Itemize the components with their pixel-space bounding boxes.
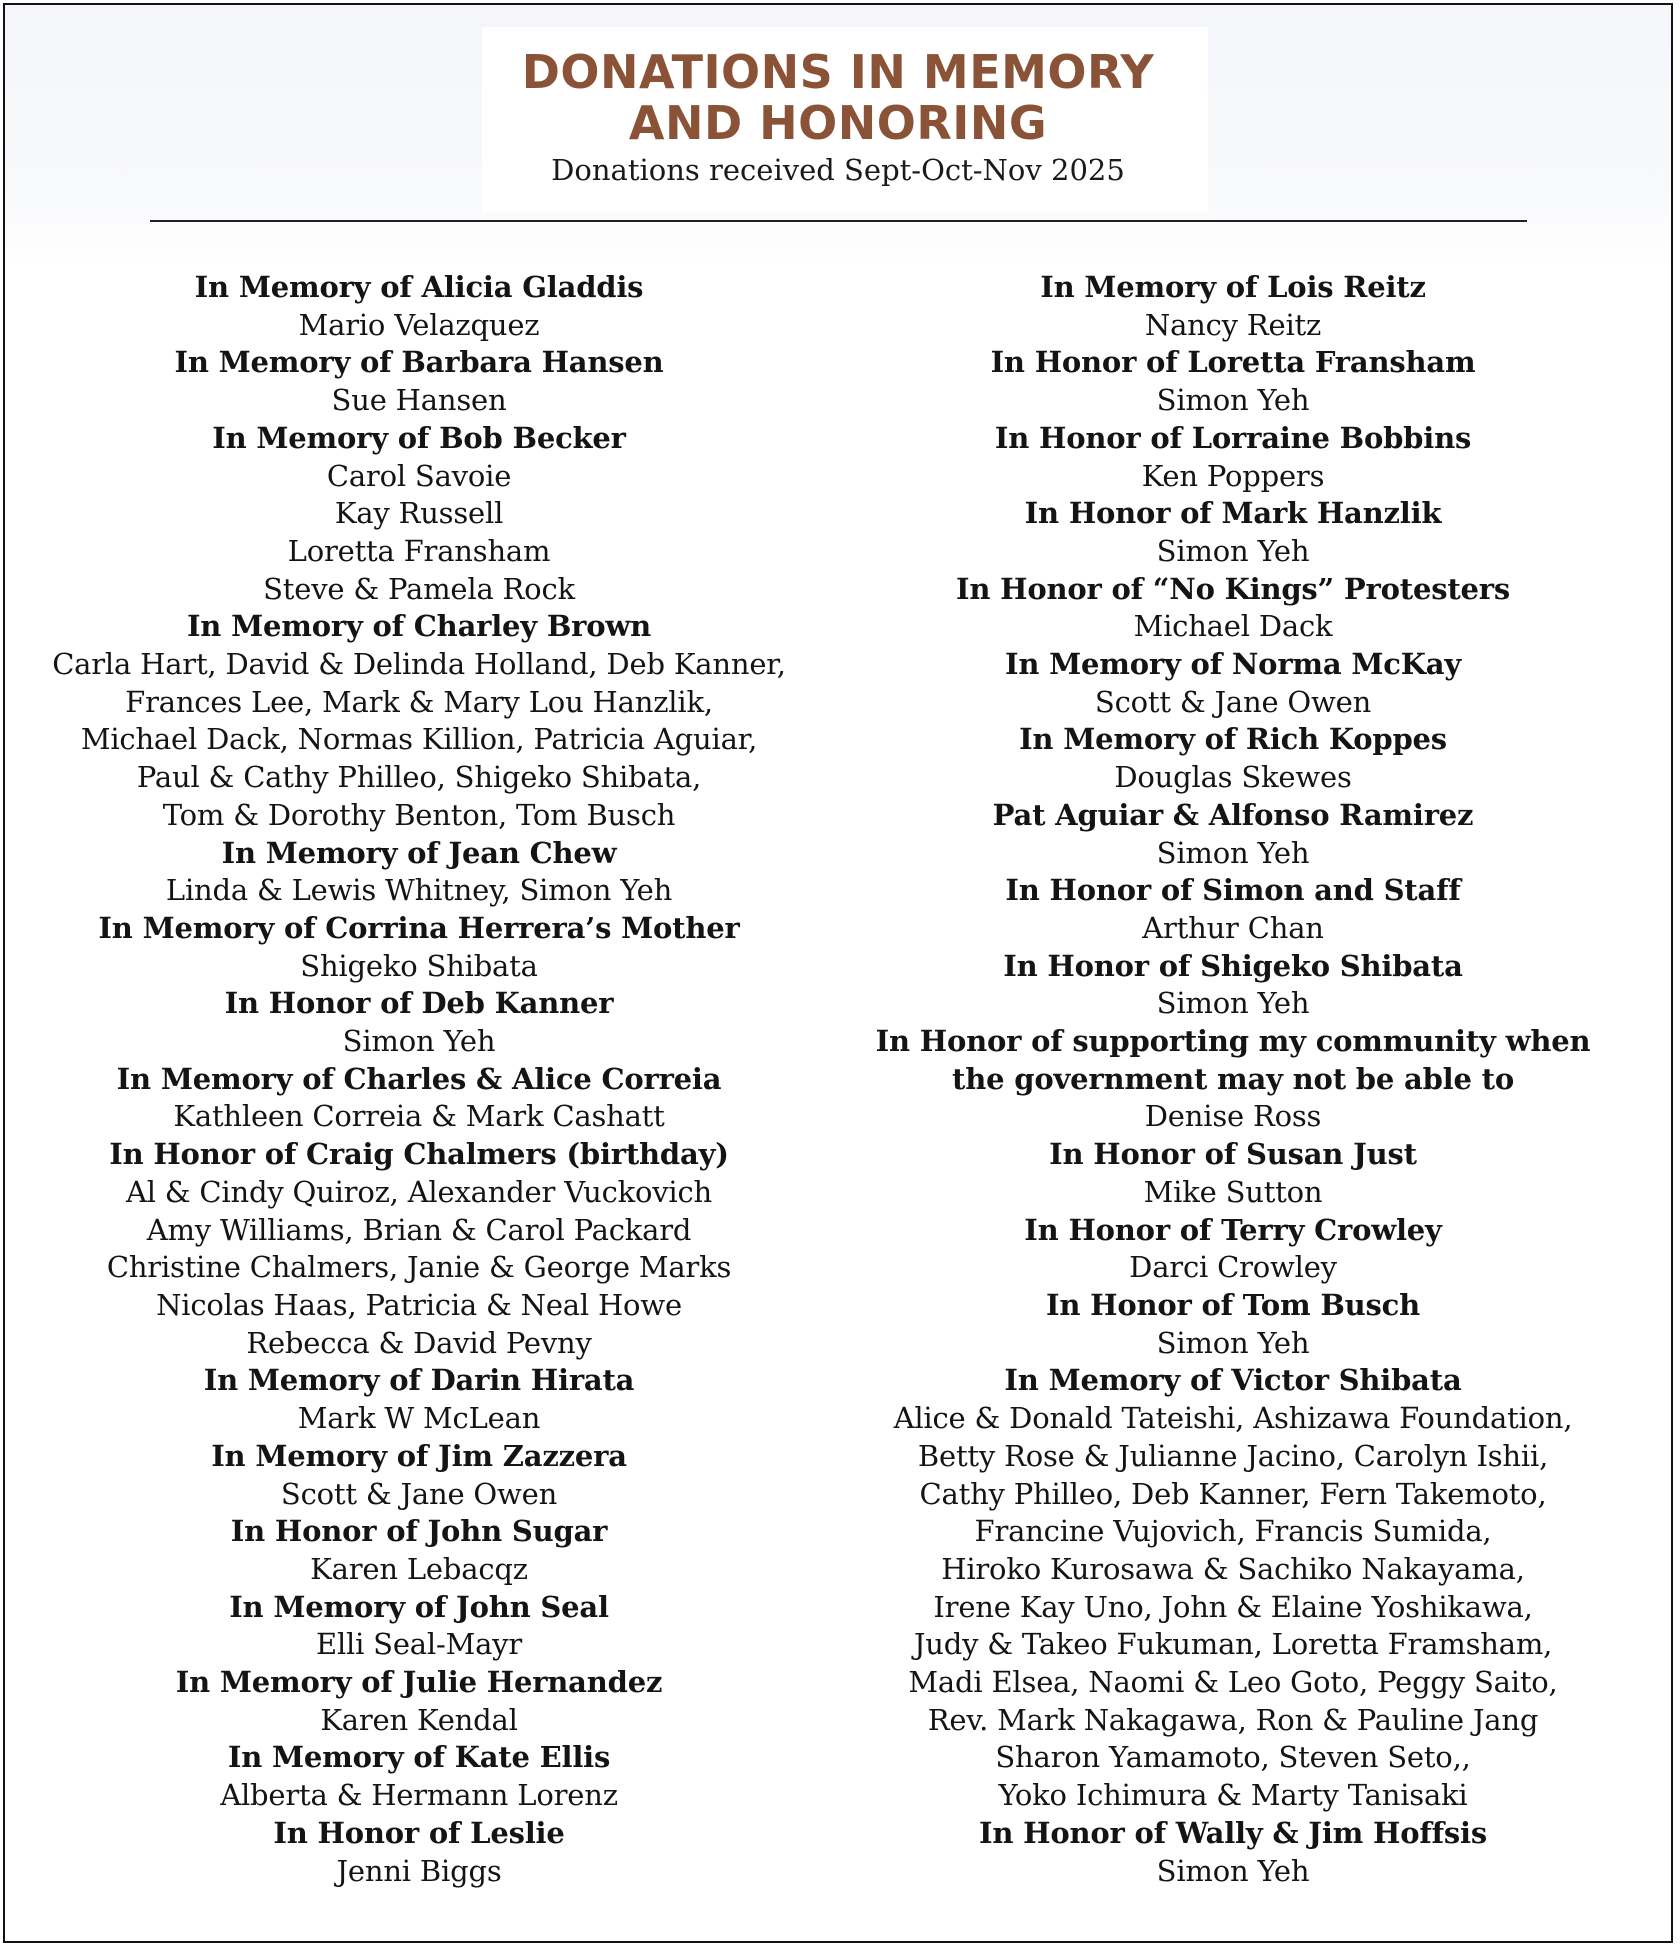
tribute-heading: In Honor of Susan Just (1049, 1137, 1417, 1172)
tribute-entry (837, 420, 1629, 495)
donor-line: Denise Ross (1144, 1099, 1322, 1134)
tribute-entry (45, 1362, 793, 1437)
tribute-heading: In Memory of Barbara Hansen (174, 345, 664, 380)
tribute-entry (837, 1287, 1629, 1362)
donor-line: Alice & Donald Tateishi, Ashizawa Foundation, (893, 1401, 1573, 1436)
donor-line: Michael Dack, Normas Killion, Patricia Aguiar, (80, 722, 758, 757)
tribute-entry (45, 985, 793, 1060)
tribute-heading: In Memory of Bob Becker (212, 420, 626, 455)
tribute-entry (45, 1061, 793, 1136)
donor-line: Karen Lebacqz (310, 1551, 528, 1586)
donor-line: Arthur Chan (1142, 910, 1324, 945)
donations-page (3, 3, 1673, 1943)
tribute-heading: In Memory of Julie Hernandez (175, 1665, 663, 1700)
donor-line: Sue Hansen (331, 383, 507, 418)
donor-line: Michael Dack (1133, 609, 1333, 644)
donor-line: Alberta & Hermann Lorenz (220, 1778, 618, 1813)
donor-line: Scott & Jane Owen (280, 1476, 558, 1511)
divider-rule (150, 220, 1527, 222)
tribute-entry (837, 872, 1629, 947)
tribute-entry (837, 1023, 1629, 1136)
donor-line: Karen Kendal (320, 1702, 518, 1737)
donor-line: Scott & Jane Owen (1094, 684, 1372, 719)
donor-line: Darci Crowley (1129, 1250, 1337, 1285)
tribute-heading: In Memory of Rich Koppes (1019, 722, 1447, 757)
donor-line: Kay Russell (334, 496, 504, 531)
tribute-entry (45, 269, 793, 344)
tribute-entry (837, 1362, 1629, 1814)
tribute-heading: In Honor of Mark Hanzlik (1024, 496, 1442, 531)
tribute-heading: In Memory of Charley Brown (186, 609, 652, 644)
donor-line: Hiroko Kurosawa & Sachiko Nakayama, (941, 1551, 1525, 1586)
tribute-entry (837, 571, 1629, 646)
tribute-heading: In Honor of John Sugar (230, 1514, 608, 1549)
tribute-entry (45, 1438, 793, 1513)
tribute-entry (45, 1513, 793, 1588)
tribute-entry (837, 344, 1629, 419)
tribute-entry (45, 1664, 793, 1739)
tribute-heading: In Memory of Kate Ellis (227, 1740, 611, 1775)
donor-line: Cathy Philleo, Deb Kanner, Fern Takemoto, (919, 1476, 1547, 1511)
tribute-heading: In Honor of “No Kings” Protesters (956, 571, 1510, 606)
donor-line: Amy Williams, Brian & Carol Packard (146, 1212, 692, 1247)
donor-line: Steve & Pamela Rock (263, 571, 575, 606)
donor-line: Simon Yeh (1156, 383, 1310, 418)
right-column (837, 269, 1629, 1890)
tribute-entry (45, 1136, 793, 1362)
tribute-entry (837, 797, 1629, 872)
donor-line: Simon Yeh (1156, 1325, 1310, 1360)
tribute-heading: In Honor of Leslie (273, 1815, 565, 1850)
tribute-entry (45, 344, 793, 419)
tribute-entry (837, 721, 1629, 796)
tribute-heading: In Memory of Jim Zazzera (211, 1438, 627, 1473)
donor-line: Carol Savoie (326, 458, 512, 493)
tribute-heading: In Honor of Lorraine Bobbins (994, 420, 1472, 455)
donor-line: Yoko Ichimura & Marty Tanisaki (998, 1778, 1468, 1813)
donor-line: Judy & Takeo Fukuman, Loretta Framsham, (913, 1627, 1553, 1662)
donor-line: Simon Yeh (342, 1024, 496, 1059)
title-line-1: DONATIONS IN MEMORY (521, 45, 1155, 99)
donor-line: Paul & Cathy Philleo, Shigeko Shibata, (136, 760, 702, 795)
tribute-heading: In Memory of Lois Reitz (1040, 270, 1426, 304)
tribute-heading: the government may not be able to (952, 1061, 1514, 1096)
title-line-2: AND HONORING (628, 96, 1048, 150)
donor-line: Betty Rose & Julianne Jacino, Carolyn Ishii, (917, 1438, 1549, 1473)
tribute-entry (837, 495, 1629, 570)
tribute-heading: Pat Aguiar & Alfonso Ramirez (992, 797, 1474, 832)
tribute-entry (45, 835, 793, 910)
page-subtitle: Donations received Sept-Oct-Nov 2025 (551, 153, 1125, 187)
tribute-entry (45, 1589, 793, 1664)
donor-line: Mike Sutton (1143, 1174, 1323, 1209)
donor-line: Sharon Yamamoto, Steven Seto,, (995, 1740, 1471, 1775)
tribute-heading: In Honor of Wally & Jim Hoffsis (979, 1815, 1487, 1850)
tribute-entry (837, 646, 1629, 721)
tribute-heading: In Memory of Jean Chew (221, 835, 617, 870)
tribute-heading: In Memory of Victor Shibata (1004, 1363, 1462, 1398)
page-title (5, 47, 1671, 149)
donor-line: Rev. Mark Nakagawa, Ron & Pauline Jang (927, 1702, 1539, 1737)
tribute-heading: In Memory of Darin Hirata (203, 1363, 635, 1398)
donor-line: Jenni Biggs (336, 1853, 502, 1888)
tribute-entry (837, 948, 1629, 1023)
donor-line: Al & Cindy Quiroz, Alexander Vuckovich (125, 1174, 713, 1209)
donor-line: Elli Seal-Mayr (315, 1627, 523, 1662)
donor-line: Mark W McLean (297, 1401, 541, 1436)
tribute-heading: In Honor of Loretta Fransham (990, 345, 1476, 380)
tribute-heading: In Memory of Corrina Herrera’s Mother (98, 910, 740, 945)
donor-line: Carla Hart, David & Delinda Holland, Deb Kanner, (52, 647, 786, 682)
tribute-entry (837, 1815, 1629, 1890)
donor-line: Nicolas Haas, Patricia & Neal Howe (156, 1287, 682, 1322)
tribute-heading: In Memory of Norma McKay (1005, 647, 1461, 682)
donor-line: Kathleen Correia & Mark Cashatt (173, 1099, 665, 1134)
tribute-entry (45, 1739, 793, 1814)
tribute-heading: In Memory of Charles & Alice Correia (116, 1061, 722, 1096)
tribute-entry (45, 608, 793, 834)
donor-line: Simon Yeh (1156, 1853, 1310, 1888)
donor-line: Shigeko Shibata (300, 948, 538, 983)
donor-line: Francine Vujovich, Francis Sumida, (974, 1514, 1492, 1549)
tribute-entry (837, 1212, 1629, 1287)
tribute-heading: In Honor of Craig Chalmers (birthday) (109, 1137, 729, 1172)
donor-line: Douglas Skewes (1114, 760, 1352, 795)
donor-line: Rebecca & David Pevny (246, 1325, 592, 1360)
donor-line: Simon Yeh (1156, 533, 1310, 568)
tribute-entry (837, 269, 1629, 344)
donor-line: Mario Velazquez (298, 307, 540, 342)
tribute-heading: In Honor of Tom Busch (1045, 1287, 1421, 1322)
donor-line: Tom & Dorothy Benton, Tom Busch (162, 797, 676, 832)
tribute-heading: In Honor of Shigeko Shibata (1003, 948, 1463, 983)
donor-line: Loretta Fransham (287, 533, 551, 568)
donor-line: Nancy Reitz (1144, 307, 1322, 342)
tribute-entry (45, 420, 793, 609)
tribute-heading: In Honor of supporting my community when (875, 1024, 1591, 1059)
donor-line: Ken Poppers (1141, 458, 1325, 493)
tribute-heading: In Honor of Simon and Staff (1005, 873, 1461, 908)
tribute-entry (45, 1815, 793, 1890)
donor-line: Linda & Lewis Whitney, Simon Yeh (165, 873, 673, 908)
donor-line: Frances Lee, Mark & Mary Lou Hanzlik, (125, 684, 713, 719)
donor-line: Irene Kay Uno, John & Elaine Yoshikawa, (933, 1589, 1533, 1624)
tribute-heading: In Honor of Terry Crowley (1024, 1212, 1442, 1247)
donor-line: Simon Yeh (1156, 986, 1310, 1021)
tribute-heading: In Honor of Deb Kanner (224, 986, 614, 1021)
tribute-heading: In Memory of Alicia Gladdis (194, 270, 644, 304)
left-column (45, 269, 793, 1890)
donor-line: Christine Chalmers, Janie & George Marks (106, 1250, 732, 1285)
tribute-heading: In Memory of John Seal (229, 1589, 609, 1624)
donor-line: Madi Elsea, Naomi & Leo Goto, Peggy Saito, (908, 1665, 1558, 1700)
donor-line: Simon Yeh (1156, 835, 1310, 870)
tribute-entry (45, 910, 793, 985)
tribute-entry (837, 1136, 1629, 1211)
